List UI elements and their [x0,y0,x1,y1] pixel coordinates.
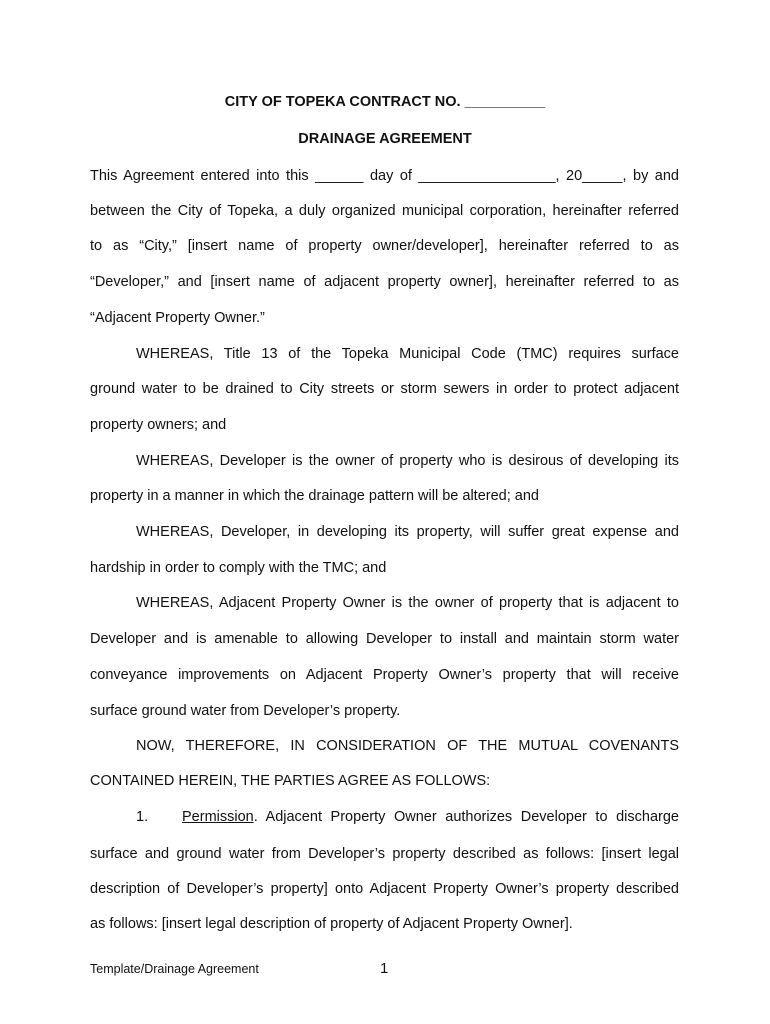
whereas-line: WHEREAS, Developer is the owner of property who is desirous of developing its [136,453,679,469]
body-line: property owners; and [90,417,227,433]
body-line: between the City of Topeka, a duly organized municipal corporation, hereinafter referred [90,203,679,219]
body-line: CONTAINED HEREIN, THE PARTIES AGREE AS FOLLOWS: [90,773,491,789]
body-line: property in a manner in which the drainage pattern will be altered; and [90,488,539,504]
body-line: ground water to be drained to City streets or storm sewers in order to protect adjacent [90,381,679,397]
page-number: 1 [380,960,389,977]
now-therefore-line: NOW, THEREFORE, IN CONSIDERATION OF THE MUTUAL COVENANTS [136,738,679,754]
section-first-line-text: . Adjacent Property Owner authorizes Developer to discharge [253,809,679,825]
body-line: hardship in order to comply with the TMC; and [90,560,387,576]
whereas-line: WHEREAS, Title 13 of the Topeka Municipal Code (TMC) requires surface [136,346,679,362]
body-line: surface ground water from Developer’s property. [90,703,401,719]
body-line: to as “City,” [insert name of property owner/developer], hereinafter referred to as [90,238,679,254]
contract-title: CITY OF TOPEKA CONTRACT NO. __________ [224,94,546,110]
body-line: “Developer,” and [insert name of adjacent property owner], hereinafter referred to as [90,274,679,290]
agreement-title: DRAINAGE AGREEMENT [298,131,472,147]
body-line: Developer and is amenable to allowing Developer to install and maintain storm water [90,631,679,647]
body-line: “Adjacent Property Owner.” [90,310,265,326]
body-line: conveyance improvements on Adjacent Property Owner’s property that will receive [90,667,679,683]
section-line: description of Developer’s property] onto Adjacent Property Owner’s property described [90,881,679,897]
section-number: 1. [136,809,149,825]
section-first-line [182,809,679,825]
footer-template-label: Template/Drainage Agreement [90,962,259,976]
section-line: as follows: [insert legal description of property of Adjacent Property Owner]. [90,916,573,932]
body-line: This Agreement entered into this ______ day of _________________, 20_____, by and [90,168,679,184]
whereas-line: WHEREAS, Developer, in developing its property, will suffer great expense and [136,524,679,540]
section-heading: Permission [182,809,254,825]
section-line: surface and ground water from Developer’s property described as follows: [insert legal [90,846,679,862]
whereas-line: WHEREAS, Adjacent Property Owner is the owner of property that is adjacent to [136,595,679,611]
